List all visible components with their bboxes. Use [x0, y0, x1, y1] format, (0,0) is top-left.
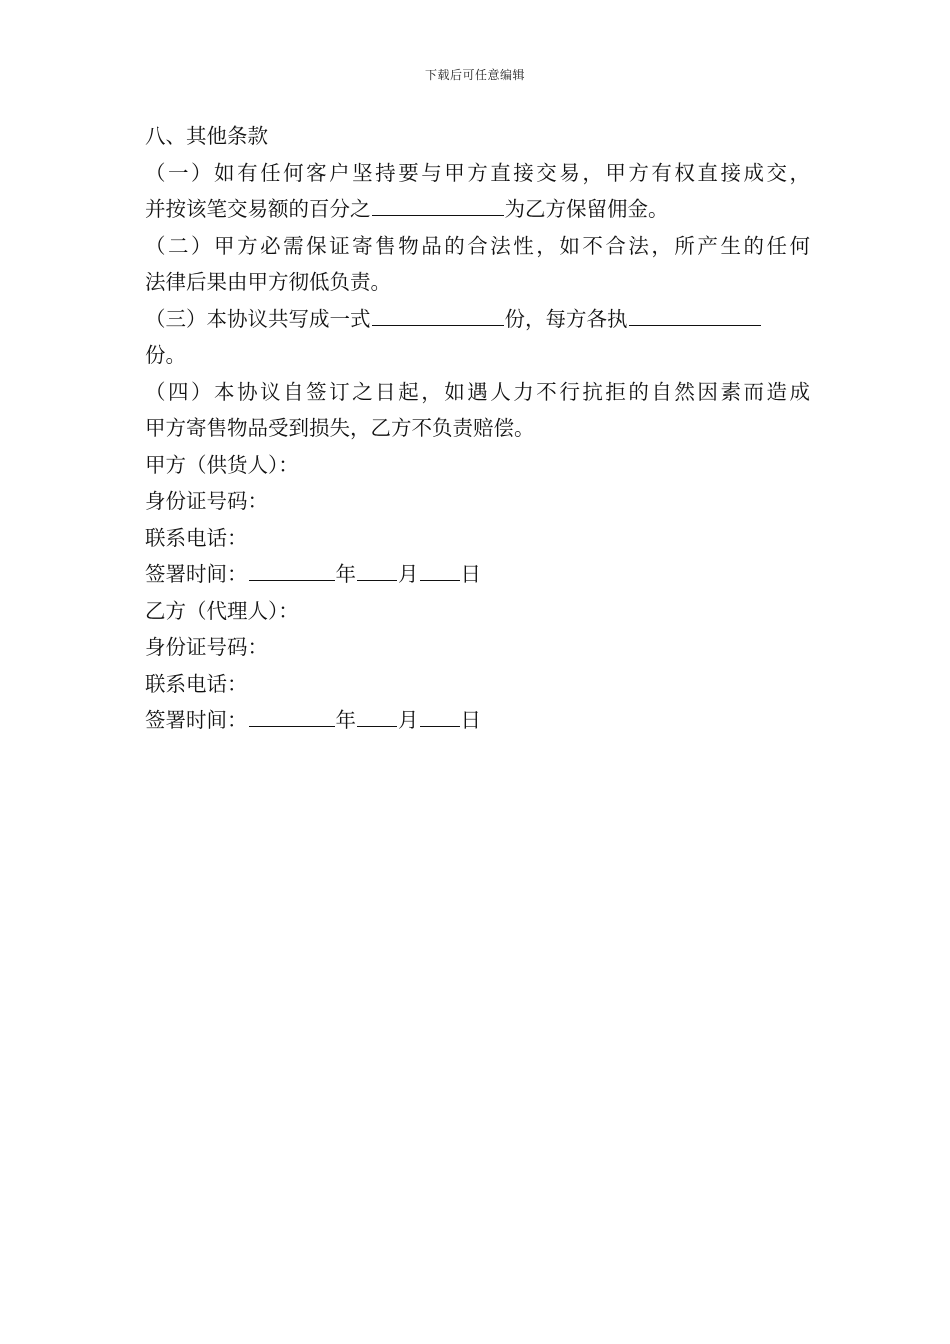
party-b-year-blank[interactable]: [249, 704, 335, 727]
party-a-sign-date: [145, 556, 810, 593]
section-title: 八、其他条款: [145, 124, 268, 148]
clause-1-text-after: 为乙方保留佣金。: [504, 197, 669, 221]
party-a-year-text: 年: [335, 562, 356, 586]
clause-2-line-1: （二）甲方必需保证寄售物品的合法性，如不合法，所产生的任何: [145, 233, 810, 258]
party-a-day-text: 日: [460, 562, 481, 586]
party-a-sign-label: 签署时间：: [145, 562, 248, 586]
clause-3-line-1: [145, 301, 810, 338]
party-a-phone-label: 联系电话：: [145, 525, 248, 550]
document-body: [145, 118, 810, 739]
clause-1-text-before: 并按该笔交易额的百分之: [145, 197, 371, 221]
party-a-year-blank[interactable]: [249, 558, 335, 581]
clause-2-line-2: 法律后果由甲方彻低负责。: [145, 270, 391, 294]
party-b-day-blank[interactable]: [420, 704, 460, 727]
party-a-day-blank[interactable]: [420, 558, 460, 581]
clause-3-text-b: 份，每方各执: [504, 306, 628, 331]
clause-1-line-1: （一）如有任何客户坚持要与甲方直接交易，甲方有权直接成交，: [145, 160, 810, 185]
party-b-sign-label: 签署时间：: [145, 708, 248, 732]
party-b-sign-date: [145, 702, 810, 739]
party-b-title: 乙方（代理人）：: [145, 598, 299, 623]
party-b-year-text: 年: [335, 708, 356, 732]
party-a-title: 甲方（供货人）：: [145, 452, 299, 477]
party-b-month-blank[interactable]: [357, 704, 397, 727]
party-a-month-blank[interactable]: [357, 558, 397, 581]
copies-total-blank[interactable]: [372, 303, 504, 326]
clause-4-line-2: 甲方寄售物品受到损失，乙方不负责赔偿。: [145, 416, 535, 440]
party-a-month-text: 月: [398, 562, 419, 586]
clause-3-line-2: 份。: [145, 343, 186, 367]
party-b-day-text: 日: [460, 708, 481, 732]
clause-3-text-a: （三）本协议共写成一式: [145, 306, 371, 331]
party-b-id-label: 身份证号码：: [145, 635, 268, 659]
clause-1-line-2: [145, 191, 810, 228]
commission-percent-blank[interactable]: [372, 193, 504, 216]
copies-each-blank[interactable]: [629, 303, 761, 326]
party-a-id-label: 身份证号码：: [145, 489, 268, 513]
party-b-phone-label: 联系电话：: [145, 671, 248, 696]
party-b-month-text: 月: [398, 708, 419, 732]
page-header-note: 下载后可任意编辑: [424, 68, 525, 82]
clause-4-line-1: （四）本协议自签订之日起，如遇人力不行抗拒的自然因素而造成: [145, 379, 810, 404]
